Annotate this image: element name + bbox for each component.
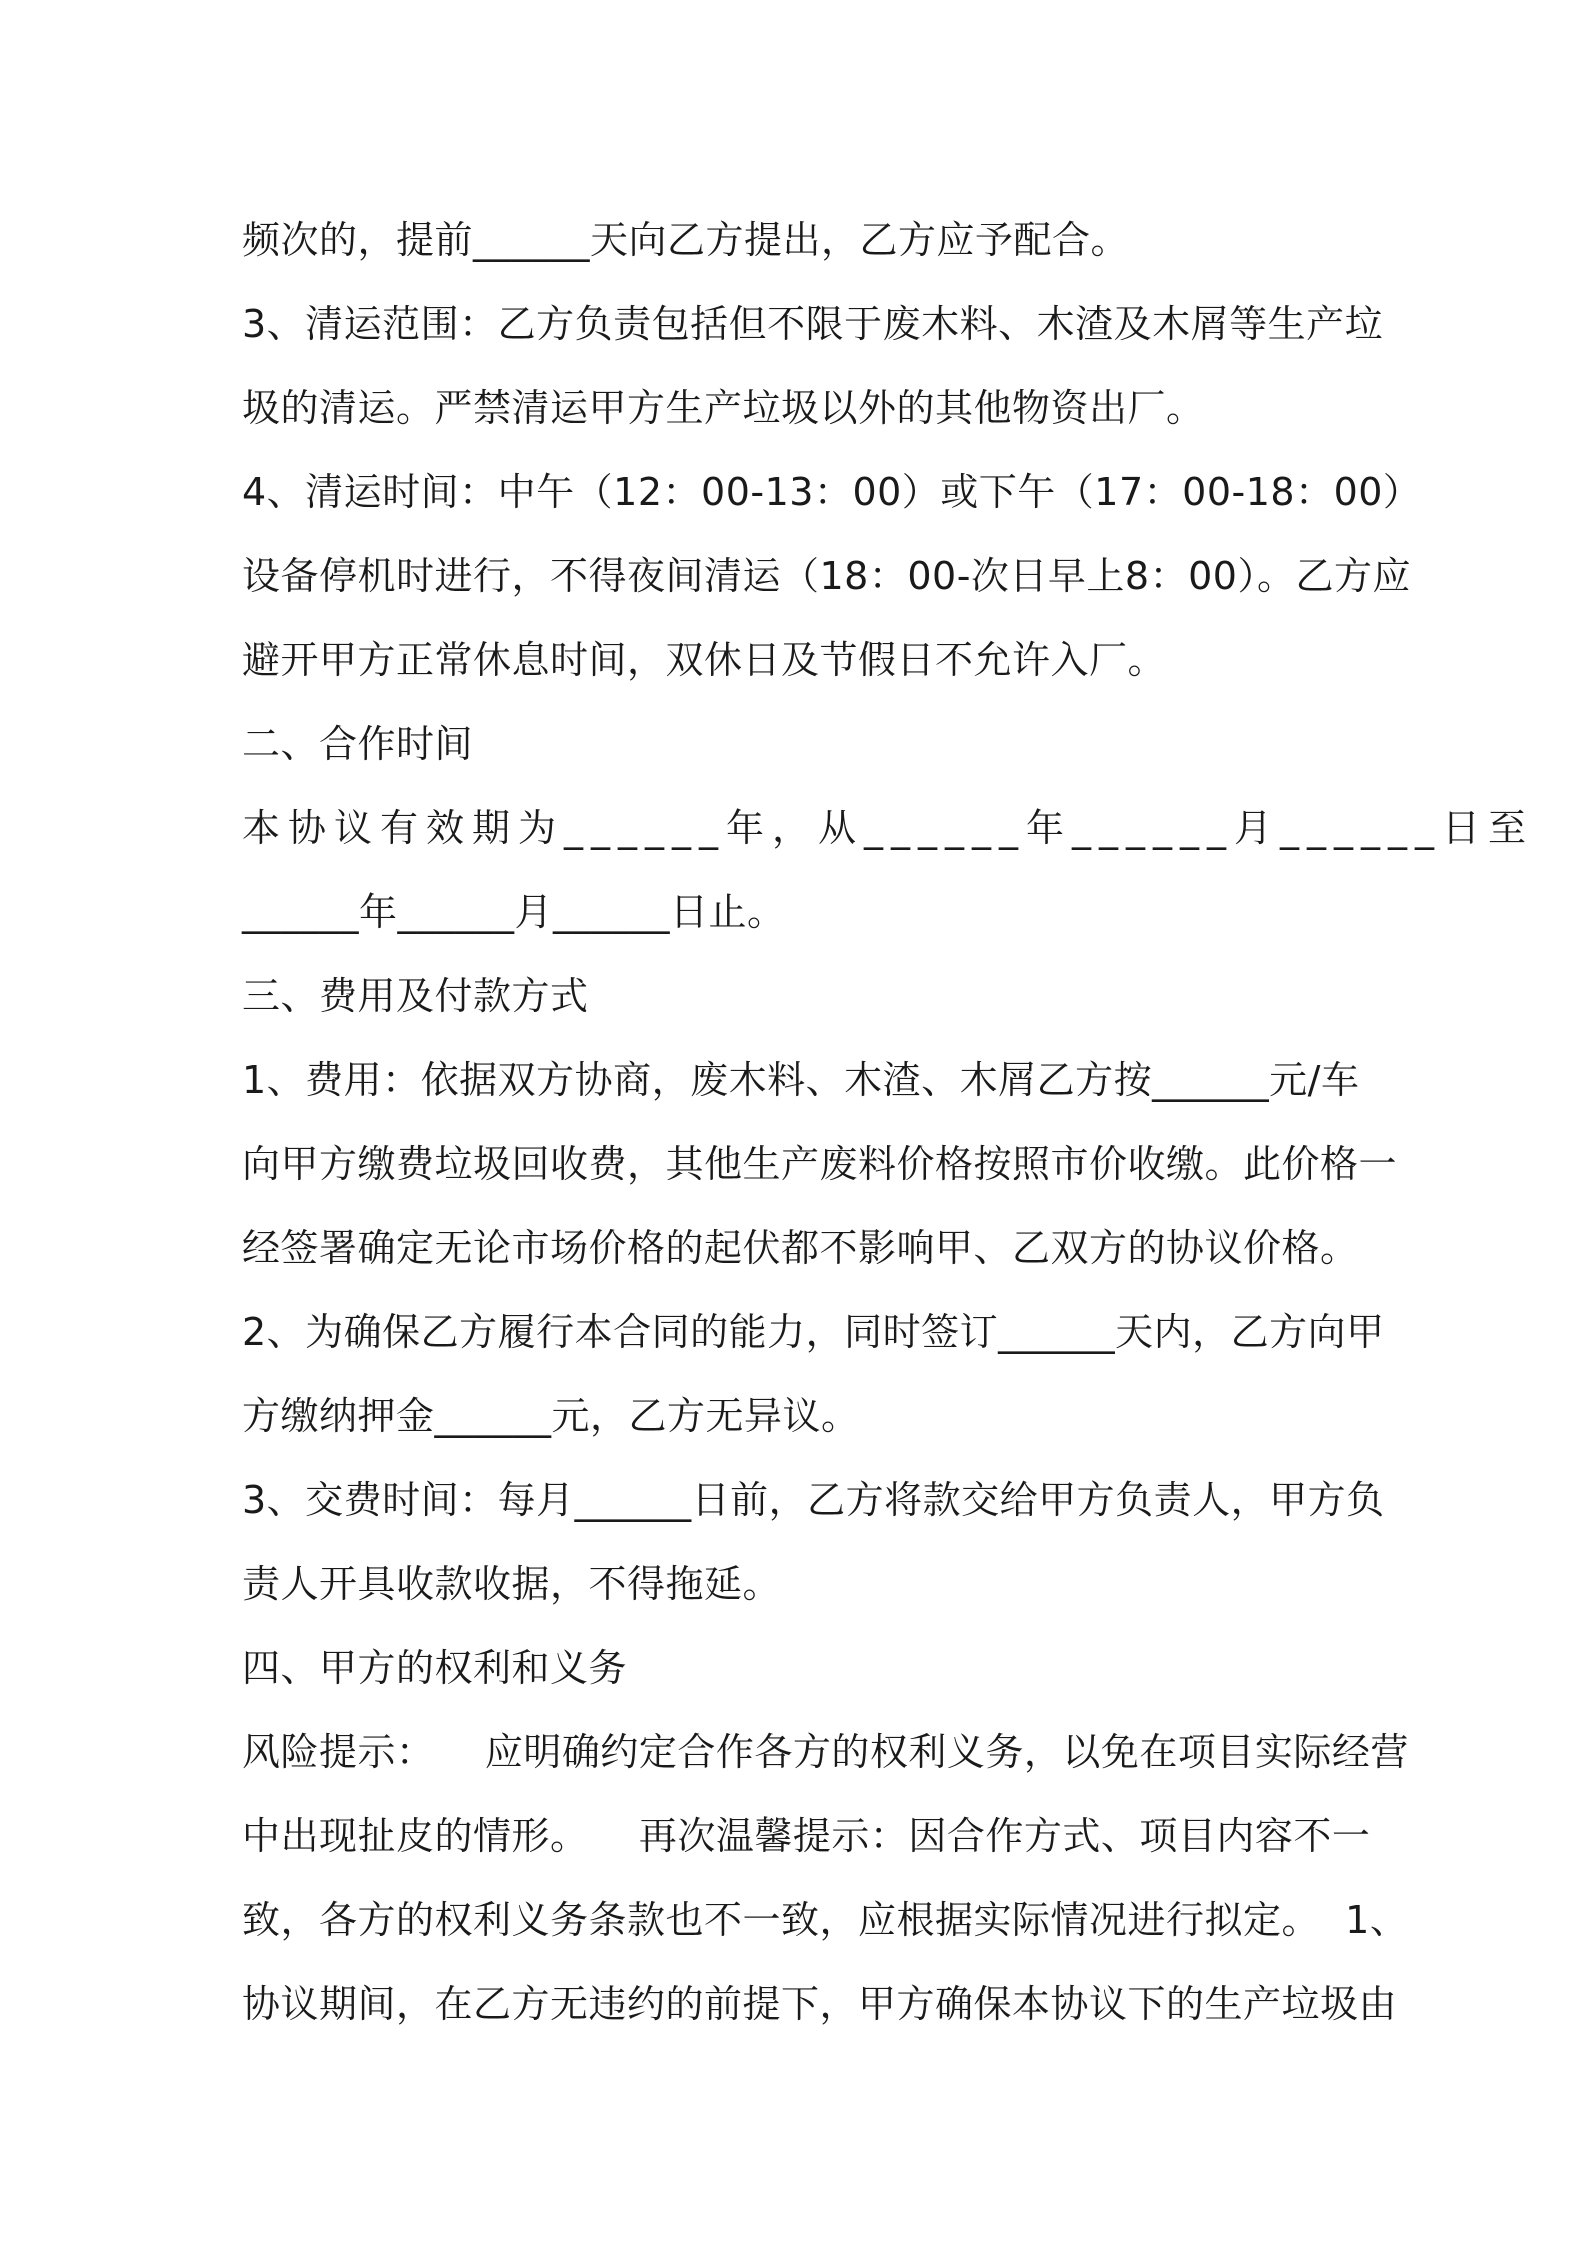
text-line: 频次的，提前______天向乙方提出，乙方应予配合。 [242, 218, 1130, 262]
text-line: 1、费用：依据双方协商，废木料、木渣、木屑乙方按______元/车 [242, 1058, 1360, 1102]
section-heading: 二、合作时间 [242, 722, 474, 766]
text-line: 向甲方缴费垃圾回收费，其他生产废料价格按照市价收缴。此价格一 [242, 1142, 1398, 1186]
text-line: 致，各方的权利义务条款也不一致，应根据实际情况进行拟定。 1、 [242, 1898, 1409, 1942]
text-line: 方缴纳押金______元，乙方无异议。 [242, 1394, 860, 1438]
text-line: 2、为确保乙方履行本合同的能力，同时签订______天内，乙方向甲 [242, 1310, 1385, 1354]
text-line: 3、交费时间：每月______日前，乙方将款交给甲方负责人，甲方负 [242, 1478, 1385, 1522]
text-line: 4、清运时间：中午（12：00-13：00）或下午（17：00-18：00） [242, 470, 1422, 514]
text-line: 中出现扯皮的情形。 再次温馨提示：因合作方式、项目内容不一 [242, 1814, 1371, 1858]
text-line: 圾的清运。严禁清运甲方生产垃圾以外的其他物资出厂。 [242, 386, 1205, 430]
text-line: 设备停机时进行，不得夜间清运（18：00-次日早上8：00）。乙方应 [242, 554, 1411, 598]
text-line: 3、清运范围：乙方负责包括但不限于废木料、木渣及木屑等生产垃 [242, 302, 1384, 346]
section-heading: 四、甲方的权利和义务 [242, 1646, 628, 1690]
text-line: 风险提示： 应明确约定合作各方的权利义务，以免在项目实际经营 [242, 1730, 1409, 1774]
text-line: 经签署确定无论市场价格的起伏都不影响甲、乙双方的协议价格。 [242, 1226, 1359, 1270]
text-line: ______年______月______日止。 [242, 890, 786, 934]
text-line: 协议期间，在乙方无违约的前提下，甲方确保本协议下的生产垃圾由 [242, 1982, 1398, 2026]
section-heading: 三、费用及付款方式 [242, 974, 589, 1018]
document-body [242, 198, 1535, 2046]
text-line: 本协议有效期为______年，从______年______月______日至 [242, 806, 1535, 850]
text-line: 责人开具收款收据，不得拖延。 [242, 1562, 782, 1606]
text-line: 避开甲方正常休息时间，双休日及节假日不允许入厂。 [242, 638, 1167, 682]
